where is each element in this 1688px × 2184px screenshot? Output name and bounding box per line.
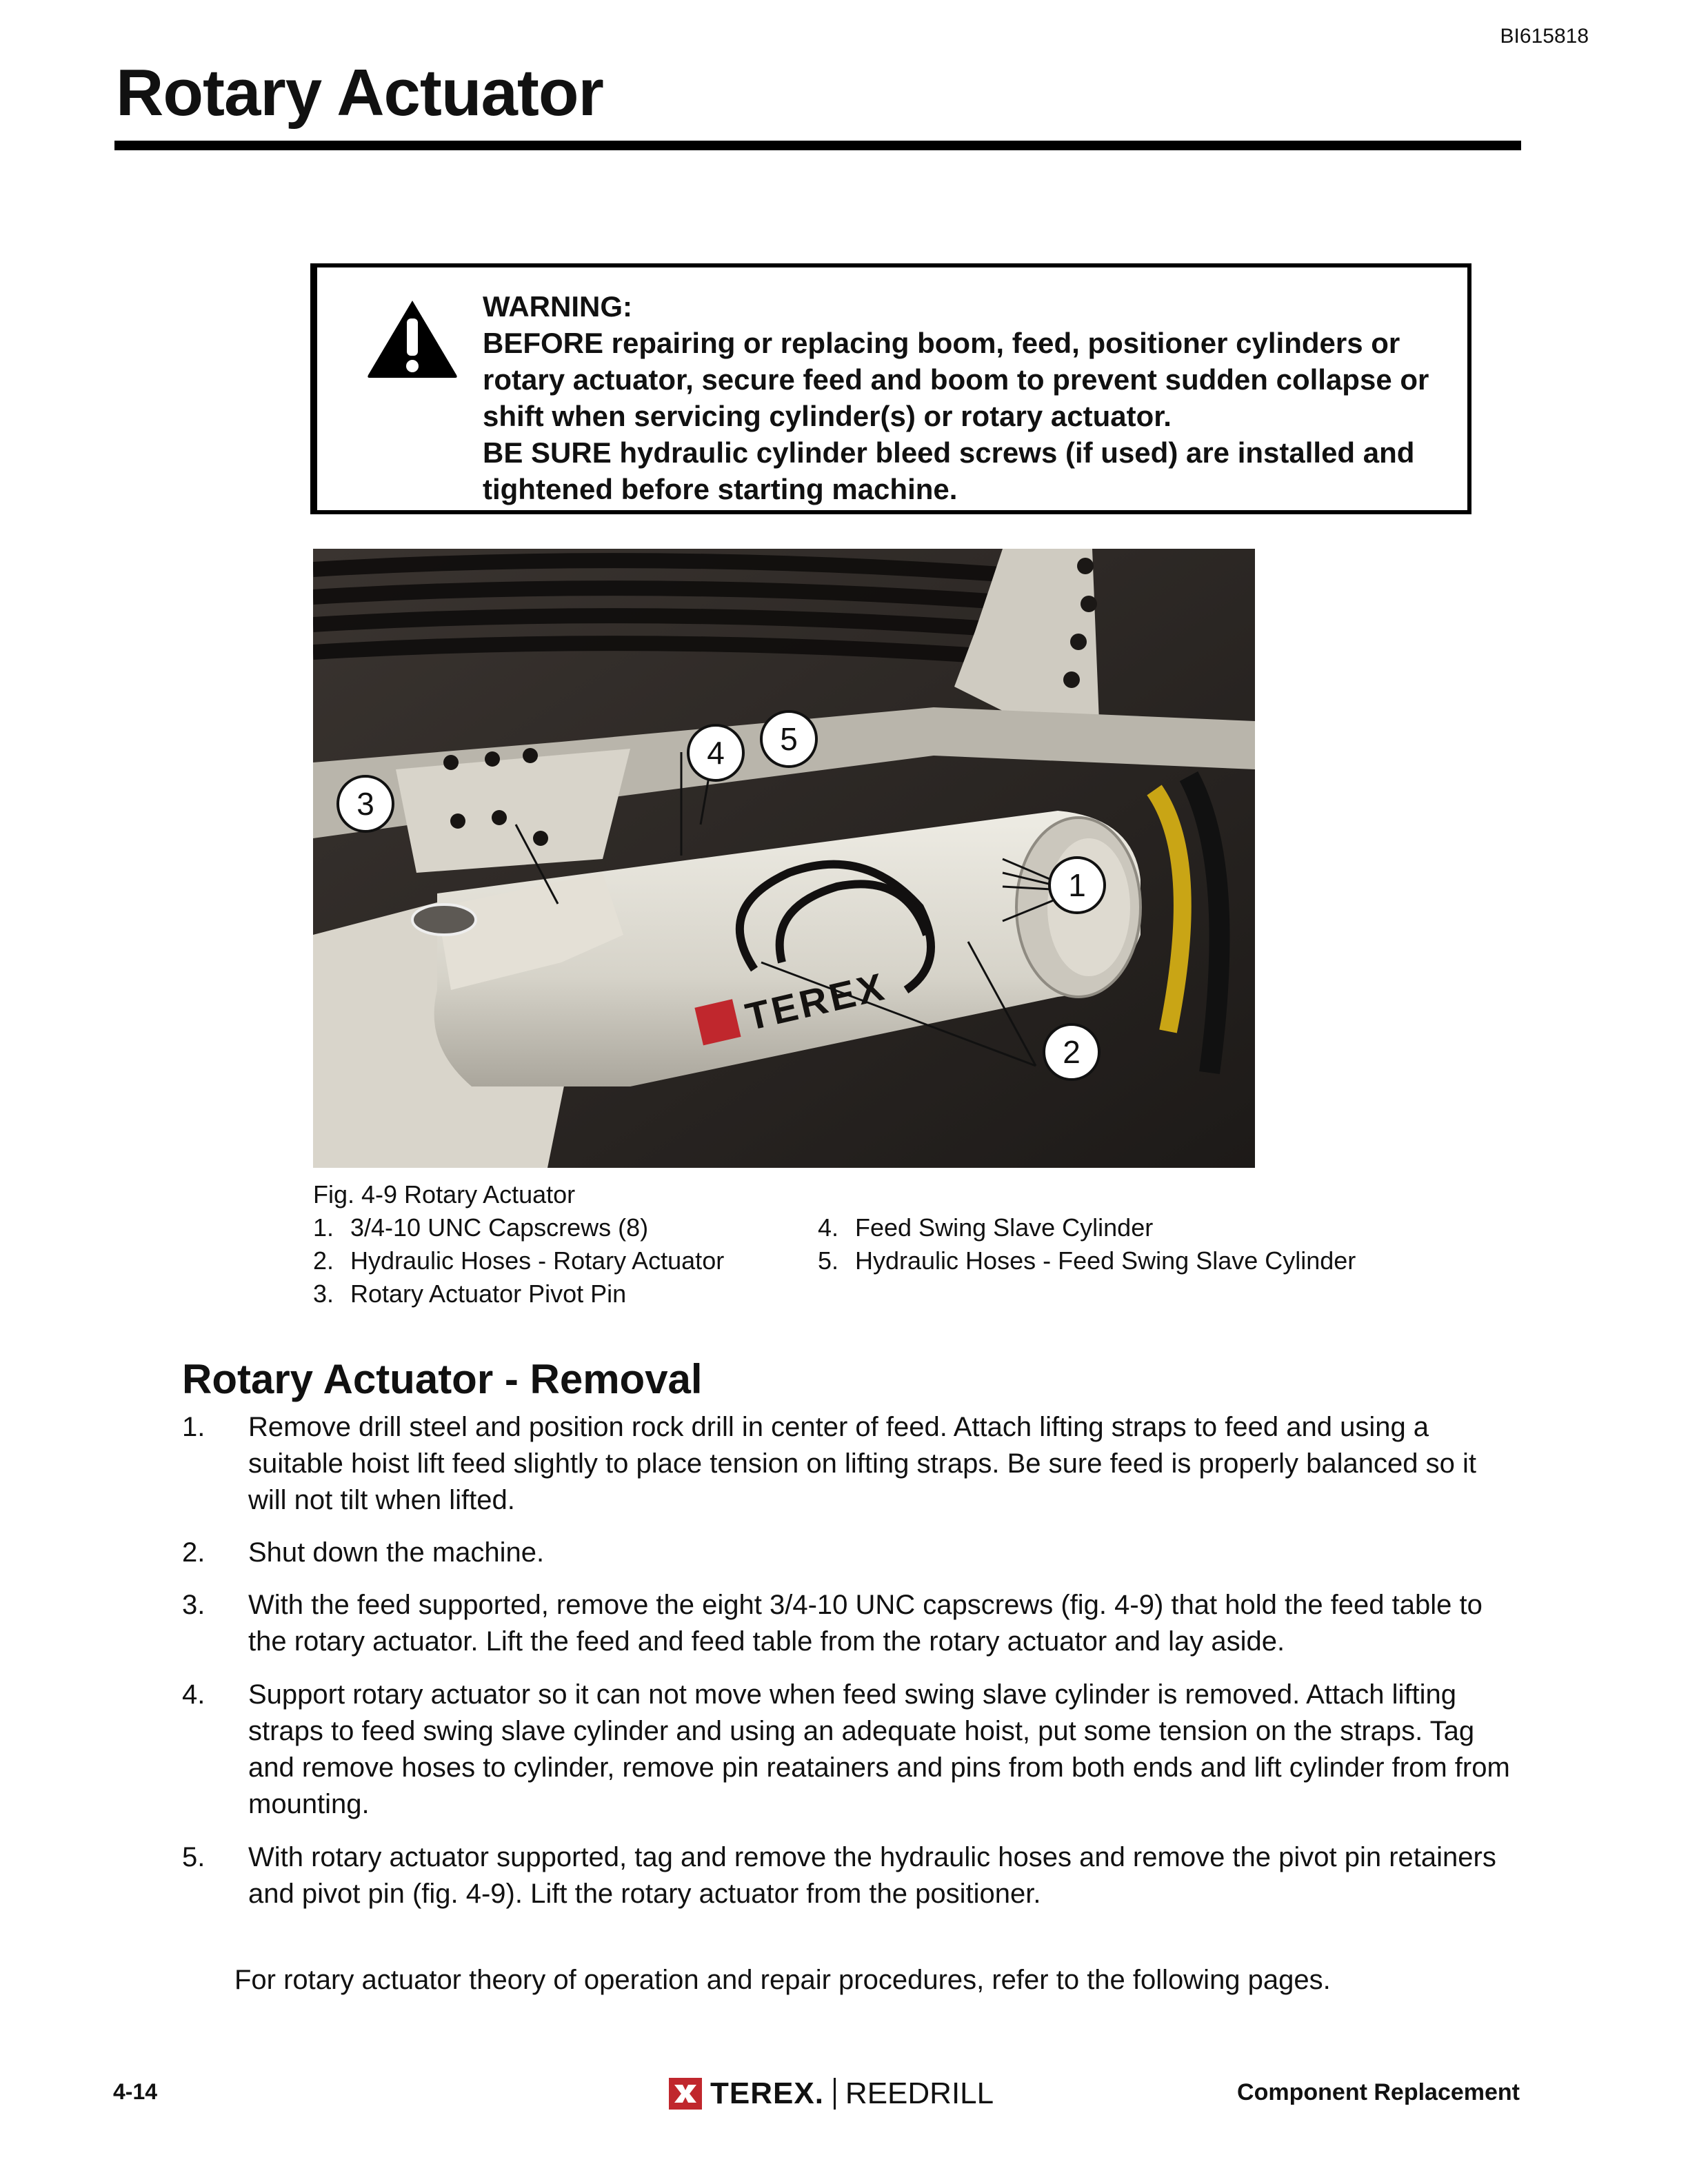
- photo-terex-text: TEREX: [741, 964, 890, 1039]
- footer-logo: [669, 2076, 994, 2111]
- terex-logo-icon: [669, 2078, 702, 2110]
- warning-heading: WARNING:: [483, 290, 632, 323]
- svg-text:1: 1: [1068, 867, 1086, 903]
- procedure-step: 1. Remove drill steel and position rock drill in center of feed. Attach lifting straps to feed and using a suitable hoist lift feed slightly to place tension on lifting straps. Be sure feed is properly balanced so it will not tilt when lifted.: [182, 1412, 1476, 1515]
- footer-section-name: Component Replacement: [1237, 2079, 1520, 2105]
- logo-brand: TEREX.: [710, 2076, 824, 2110]
- page-title: Rotary Actuator: [116, 56, 603, 130]
- svg-text:2: 2: [1063, 1034, 1081, 1070]
- section-title: Rotary Actuator - Removal: [182, 1356, 703, 1402]
- legend-item: 1. 3/4-10 UNC Capscrews (8): [313, 1213, 649, 1242]
- callout-1: [1049, 858, 1105, 913]
- legend-item: 4. Feed Swing Slave Cylinder: [818, 1213, 1154, 1242]
- procedure-step: 5. With rotary actuator supported, tag and remove the hydraulic hoses and remove the pivot pin retainers and pivot pin (fig. 4-9). Lift the rotary actuator from the positioner.: [182, 1842, 1496, 1909]
- callout-3: [338, 776, 393, 831]
- procedure-step: 2. Shut down the machine.: [182, 1537, 545, 1568]
- page-number: 4-14: [113, 2079, 158, 2104]
- title-rule: [114, 141, 1521, 150]
- closing-note: For rotary actuator theory of operation and repair procedures, refer to the following pages.: [234, 1965, 1331, 1995]
- warning-box: [310, 263, 1471, 514]
- callout-5: [761, 711, 816, 767]
- legend-item: 2. Hydraulic Hoses - Rotary Actuator: [313, 1246, 725, 1275]
- warning-line-2: BE SURE hydraulic cylinder bleed screws (if used) are installed and tightened before starting machine.: [483, 436, 1415, 505]
- rotary-actuator-photo: [313, 549, 1255, 1168]
- legend-item: 5. Hydraulic Hoses - Feed Swing Slave Cylinder: [818, 1246, 1356, 1275]
- svg-text:3: 3: [356, 786, 374, 822]
- legend-item: 3. Rotary Actuator Pivot Pin: [313, 1280, 627, 1308]
- procedure-step: 3. With the feed supported, remove the eight 3/4-10 UNC capscrews (fig. 4-9) that hold the feed table to the rotary actuator. Lift the feed and feed table from the rotary actuator and lay aside.: [182, 1590, 1483, 1657]
- logo-sub: REEDRILL: [845, 2076, 994, 2110]
- warning-line-1: BEFORE repairing or replacing boom, feed, positioner cylinders or rotary actuator, secure feed and boom to prevent sudden collapse or shift when servicing cylinder(s) or rotary actuator.: [483, 327, 1429, 432]
- document-id: BI615818: [1500, 25, 1589, 48]
- warning-text: [483, 288, 1462, 507]
- svg-text:4: 4: [707, 735, 725, 771]
- warning-triangle-icon: [365, 298, 459, 381]
- procedure-step: 4. Support rotary actuator so it can not move when feed swing slave cylinder is removed. Attach lifting straps to feed swing slave cylinder and using an adequate hoist, put some tension on the straps. Tag and remove hoses to cylinder, remove pin reatainers and pins from both ends and lift cylinder from from mounting.: [182, 1679, 1510, 1819]
- svg-text:5: 5: [780, 721, 798, 757]
- figure-caption: Fig. 4-9 Rotary Actuator: [313, 1180, 576, 1209]
- logo-separator: [834, 2078, 836, 2110]
- callout-4: [688, 725, 743, 780]
- callout-2: [1044, 1024, 1099, 1080]
